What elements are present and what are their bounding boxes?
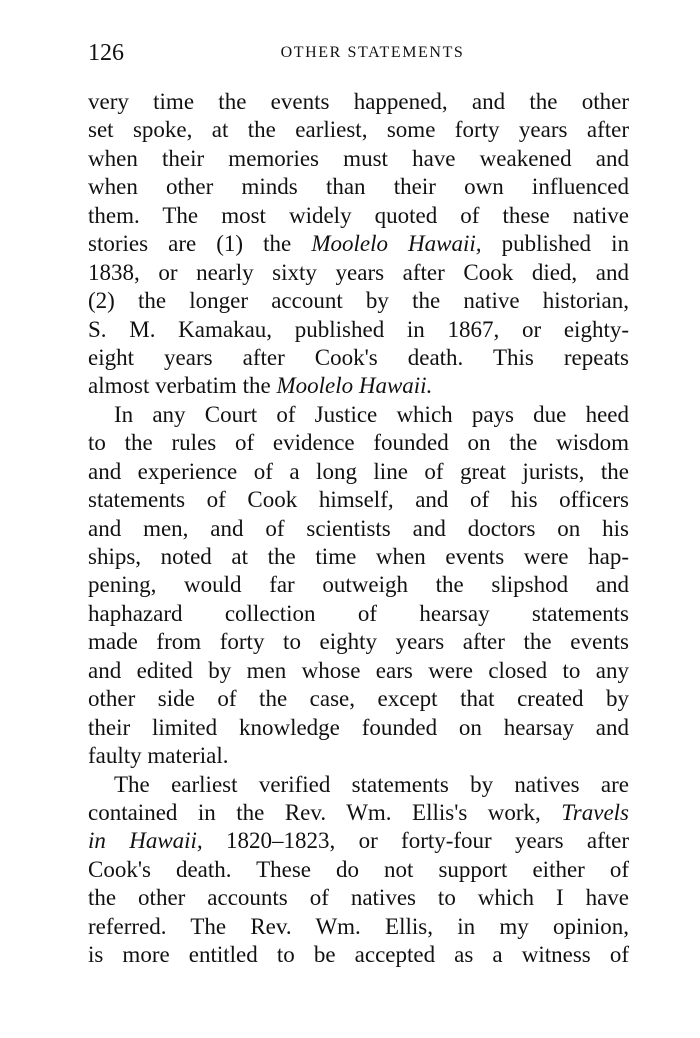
text-line: Cook's death. These do not support either of [88, 856, 629, 882]
text-line: statements of Cook himself, and of his officers [88, 487, 629, 513]
book-title: in Hawaii, [88, 828, 203, 854]
text-line: (2) the longer account by the native historian, [88, 288, 629, 314]
text-line: contained in the Rev. Wm. Ellis's work, Travels [88, 799, 629, 825]
text-line: to the rules of evidence founded on the wisdom [88, 430, 629, 456]
text-line: is more entitled to be accepted as a witness of [88, 942, 629, 968]
text-line: very time the events happened, and the other [88, 89, 629, 114]
text-line: them. The most widely quoted of these native [88, 202, 629, 228]
text-line: set spoke, at the earliest, some forty years after [88, 117, 629, 143]
text-line: when their memories must have weakened and [88, 145, 629, 171]
text-line: faulty material. [88, 743, 229, 769]
text-line: when other minds than their own influenced [88, 174, 629, 200]
text-line: haphazard collection of hearsay statements [88, 600, 629, 626]
text-line: almost verbatim the Moolelo Hawaii. [88, 373, 433, 399]
text-line: in Hawaii, 1820–1823, or forty-four years after [88, 828, 629, 854]
text-line: other side of the case, except that created by [88, 686, 629, 712]
text-line: and men, and of scientists and doctors on his [88, 515, 629, 541]
running-head [88, 38, 629, 68]
text-line: and edited by men whose ears were closed to any [88, 657, 629, 683]
text-line: made from forty to eighty years after the events [88, 629, 629, 655]
body-text [88, 88, 629, 970]
text-line: 1838, or nearly sixty years after Cook died, and [88, 259, 629, 285]
text-line: the other accounts of natives to which I have [88, 885, 629, 911]
page-number: 126 [88, 40, 124, 66]
book-title: Travels [561, 799, 629, 825]
paragraph-first-line: The earliest verified statements by natives are [114, 771, 629, 797]
running-title: OTHER STATEMENTS [280, 44, 465, 61]
text-line: ships, noted at the time when events were hap- [88, 544, 629, 569]
text-line: referred. The Rev. Wm. Ellis, in my opinion, [88, 913, 629, 939]
book-title: Moolelo Hawaii, [311, 231, 482, 257]
text-line: stories are (1) the Moolelo Hawaii, published in [88, 231, 629, 257]
text-line: and experience of a long line of great jurists, the [88, 458, 629, 484]
text-line: their limited knowledge founded on hearsay and [88, 714, 629, 740]
paragraph-first-line: In any Court of Justice which pays due heed [114, 401, 629, 427]
book-title: Moolelo Hawaii. [276, 373, 433, 399]
text-line: S. M. Kamakau, published in 1867, or eighty- [88, 316, 629, 342]
text-line: pening, would far outweigh the slipshod and [88, 572, 629, 598]
text-line: eight years after Cook's death. This repeats [88, 344, 629, 370]
book-page [88, 38, 629, 970]
